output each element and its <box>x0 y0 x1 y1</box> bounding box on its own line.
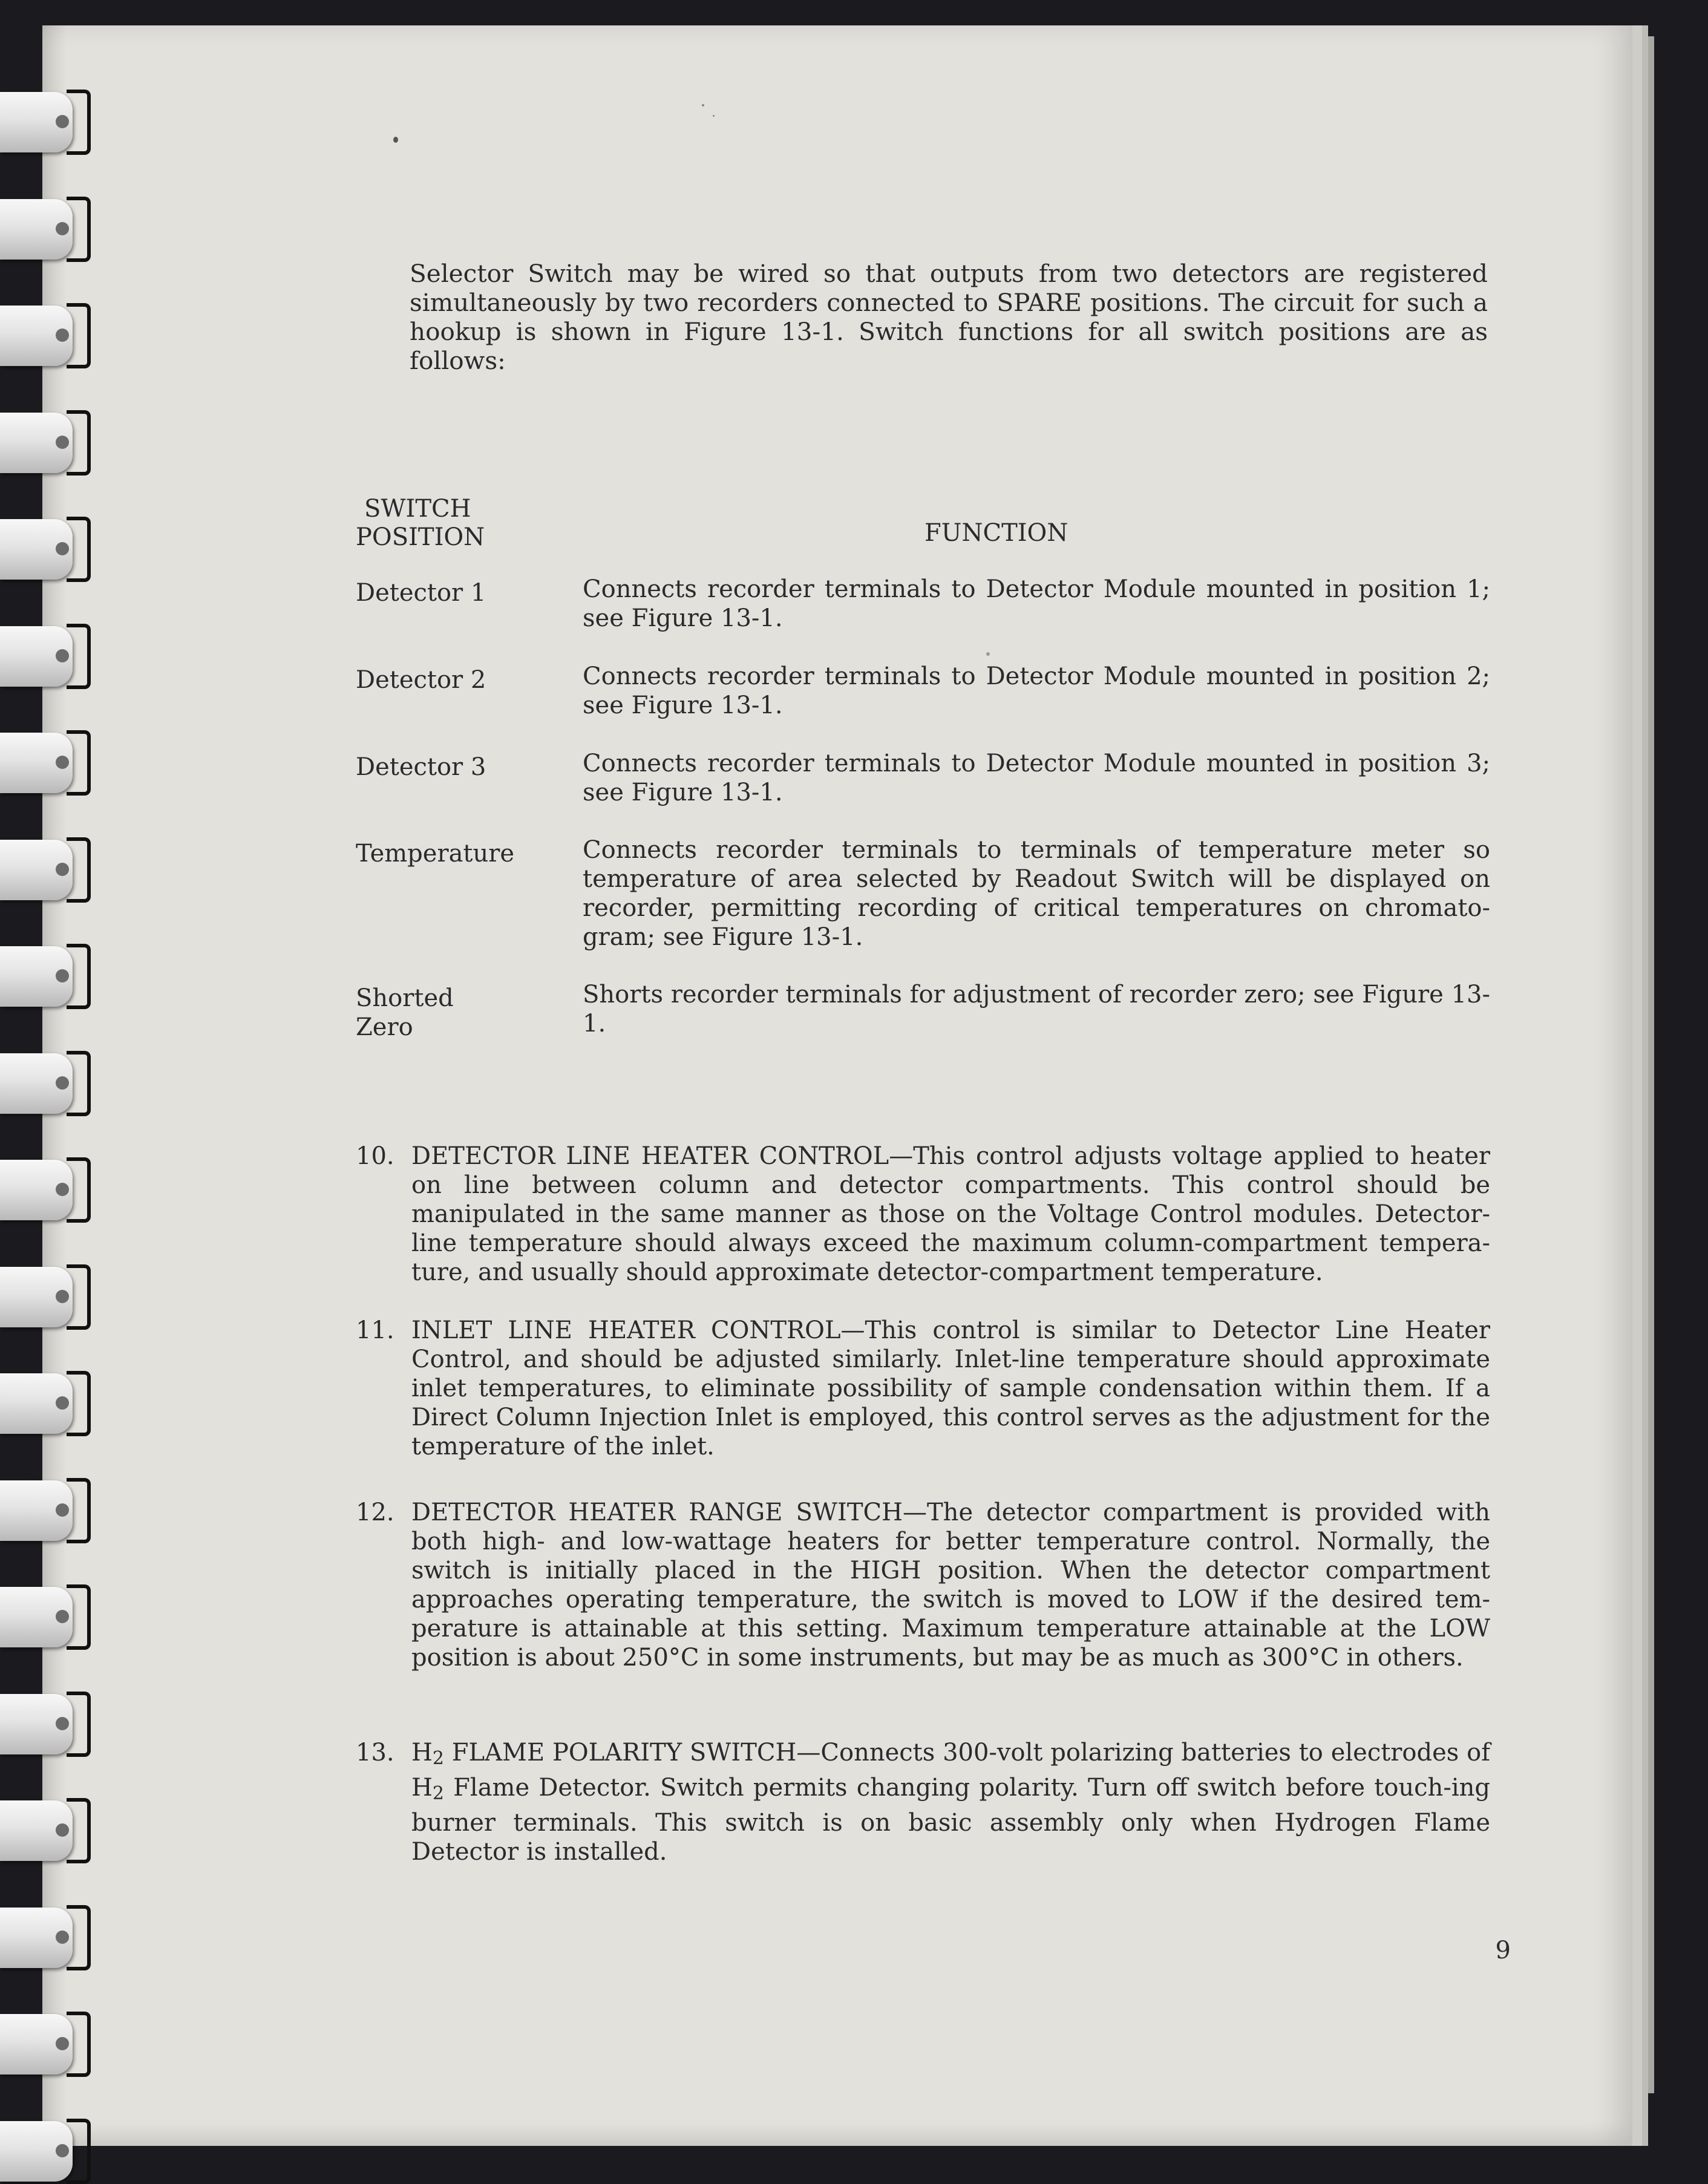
page-speck <box>986 652 990 656</box>
binding-ring <box>0 626 91 687</box>
binding-ring <box>0 2014 91 2074</box>
table-row-label: Detector 2 <box>356 666 486 694</box>
item-text: DETECTOR LINE HEATER CONTROL—This control adjusts voltage applied to heater on line between column and detector compartments. This control should be manipulated in the same manner as those on the Voltage Control modules. Detector-line temperature should always exceed the maximum column-compartment tempera-ture, and usually should approximate detector-compartment temperature. <box>411 1142 1490 1286</box>
function-header: FUNCTION <box>924 519 1068 547</box>
spiral-binding <box>0 0 97 2146</box>
intro-text: Selector Switch may be wired so that outputs from two detectors are registered simultaneously by two recorders connected to SPARE positions. The circuit for such a hookup is shown in Figure 13-1. Switch functions for all switch positions are as follows: <box>410 259 1488 375</box>
table-row-text: Shorts recorder terminals for adjustment of recorder zero; see Figure 13-1. <box>583 981 1490 1038</box>
binding-ring <box>0 840 91 900</box>
binding-ring <box>0 946 91 1007</box>
binding-ring <box>0 92 91 152</box>
item-number: 13. <box>356 1739 394 1767</box>
table-row-text: Connects recorder terminals to Detector Module mounted in position 2; see Figure 13-1. <box>583 662 1490 719</box>
binding-ring <box>0 2121 91 2182</box>
binding-ring <box>0 413 91 473</box>
page-speck <box>713 115 715 117</box>
item-text: DETECTOR HEATER RANGE SWITCH—The detector compartment is provided with both high- and low-wattage heaters for better temperature control. Normally, the switch is initially placed in the HIGH position. When the detector compartment approaches operating temperature, the switch is moved to LOW if the desired tem-perature is attainable at this setting. Maximum temperature attainable at the LOW position is about 250°C in some instruments, but may be as much as 300°C in others. <box>411 1499 1490 1672</box>
h2-symbol: H <box>411 1739 433 1767</box>
binding-ring <box>0 1908 91 1968</box>
binding-ring <box>0 1800 91 1861</box>
binding-ring <box>0 1694 91 1754</box>
table-row-label: Temperature <box>356 840 515 868</box>
binding-ring <box>0 306 91 366</box>
page-speck <box>393 137 398 143</box>
item-text: INLET LINE HEATER CONTROL—This control is similar to Detector Line Heater Control, and should be adjusted similarly. Inlet-line temperature should approximate inlet temperatures, to eliminate possibility of sample condensation within them. If a Direct Column Injection Inlet is employed, this control serves as the adjustment for the temperature of the inlet. <box>411 1316 1490 1460</box>
table-row-label <box>356 984 561 1042</box>
table-row-text: Connects recorder terminals to terminals of temperature meter so temperature of area selected by Readout Switch will be displayed on recorder, permitting recording of critical temperatures on chromato-gram; see Figure 13-1. <box>583 836 1490 951</box>
page-number: 9 <box>1495 1937 1511 1964</box>
binding-ring <box>0 1587 91 1647</box>
binding-ring <box>0 1160 91 1220</box>
item-number: 10. <box>356 1142 394 1170</box>
h2-subscript: 2 <box>432 1783 444 1804</box>
binding-ring <box>0 1267 91 1327</box>
item-text-part-b: Flame Detector. Switch permits changing polarity. Turn off switch before touch-ing burner terminals. This switch is on basic assembly only when Hydrogen Flame Detector is installed. <box>411 1774 1490 1866</box>
h2-subscript: 2 <box>432 1748 444 1769</box>
table-row-label-line1: Shorted <box>356 984 454 1012</box>
page-edge <box>1632 25 1642 2146</box>
binding-ring <box>0 1480 91 1541</box>
binding-ring <box>0 1373 91 1434</box>
header-switch-line2: POSITION <box>356 523 485 551</box>
table-row-text: Connects recorder terminals to Detector Module mounted in position 1; see Figure 13-1. <box>583 575 1490 632</box>
binding-ring <box>0 519 91 580</box>
item-text-part-a: FLAME POLARITY SWITCH—Connects 300-volt polarizing batteries to electrodes of <box>443 1739 1490 1767</box>
binding-ring <box>0 1053 91 1114</box>
switch-position-header <box>356 495 537 552</box>
item-number: 12. <box>356 1499 394 1526</box>
item-text <box>411 1738 1490 1866</box>
page-edge <box>1642 25 1648 2146</box>
table-row-label: Detector 3 <box>356 753 486 781</box>
page-edge <box>1648 36 1654 2093</box>
page-speck <box>702 104 704 106</box>
binding-ring <box>0 199 91 260</box>
table-row-text: Connects recorder terminals to Detector Module mounted in position 3; see Figure 13-1. <box>583 750 1490 806</box>
intro-paragraph <box>410 259 1488 375</box>
binding-ring <box>0 733 91 793</box>
table-row-label-line2: Zero <box>356 1013 413 1041</box>
item-number: 11. <box>356 1316 394 1344</box>
h2-symbol: H <box>411 1774 433 1802</box>
table-row-label: Detector 1 <box>356 579 486 607</box>
header-switch-line1: SWITCH <box>364 495 471 523</box>
